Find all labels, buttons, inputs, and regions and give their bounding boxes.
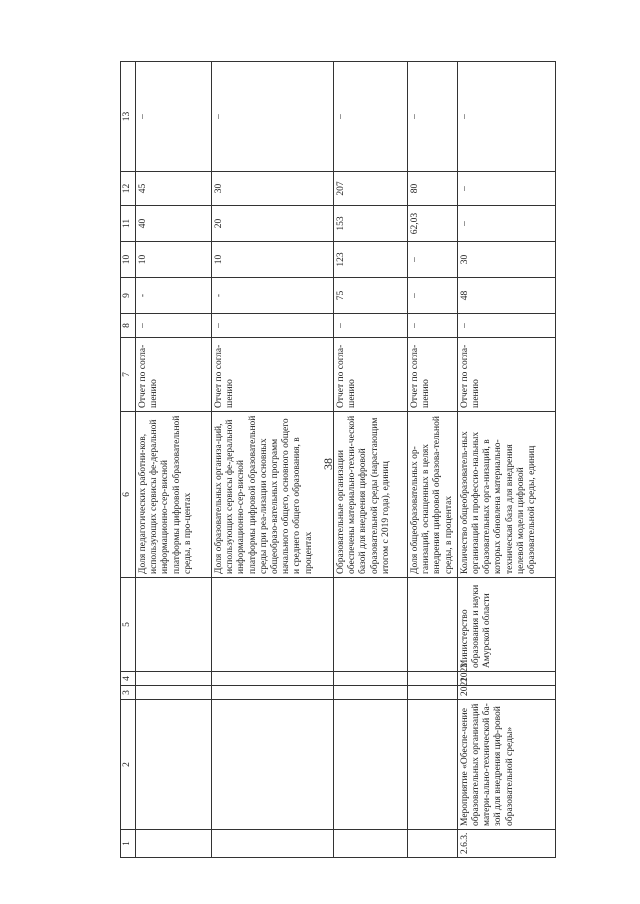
cell-value: 207 xyxy=(334,172,408,206)
cell-event xyxy=(136,700,212,830)
cell-value: 75 xyxy=(334,278,408,314)
cell-start-year xyxy=(212,686,334,700)
cell-value: – xyxy=(457,62,555,172)
cell-source: Отчет по согла-шению xyxy=(457,338,555,412)
cell-value: 20 xyxy=(212,206,334,242)
cell-source: Отчет по согла-шению xyxy=(212,338,334,412)
cell-source: Отчет по согла-шению xyxy=(408,338,458,412)
cell-value: 62,03 xyxy=(408,206,458,242)
cell-value: – xyxy=(212,62,334,172)
col-header: 12 xyxy=(121,172,136,206)
cell-indicator: Доля педагогических работни-ков, использующих сервисы фе-деральной информационно-сер-висной платформы цифровой образовательной среды, в про-центах xyxy=(136,412,212,578)
cell-value: 45 xyxy=(136,172,212,206)
cell-value: – xyxy=(334,62,408,172)
cell-event xyxy=(334,700,408,830)
cell-executor xyxy=(136,578,212,672)
col-header: 2 xyxy=(121,700,136,830)
cell-source: Отчет по согла-шению xyxy=(334,338,408,412)
cell-start-year xyxy=(334,686,408,700)
cell-number xyxy=(212,830,334,858)
cell-value: 10 xyxy=(212,242,334,278)
table-row xyxy=(408,62,458,858)
cell-executor: Министерство образования и науки Амурской области xyxy=(457,578,555,672)
cell-value: 30 xyxy=(212,172,334,206)
cell-value: 40 xyxy=(136,206,212,242)
cell-number xyxy=(408,830,458,858)
cell-end-year xyxy=(334,672,408,686)
cell-value: 153 xyxy=(334,206,408,242)
cell-value: 10 xyxy=(136,242,212,278)
col-header: 11 xyxy=(121,206,136,242)
cell-value: – xyxy=(136,314,212,338)
col-header: 3 xyxy=(121,686,136,700)
col-header: 8 xyxy=(121,314,136,338)
cell-indicator: Доля образовательных организа-ций, использующих сервисы фе-деральной информационно-сер-висной платформы цифровой образовательной среды при реа-лизации основных общеобразо-вательных программ начального общего, основного общего и среднего общего образования, в процентах xyxy=(212,412,334,578)
col-header: 9 xyxy=(121,278,136,314)
cell-value: – xyxy=(136,62,212,172)
cell-event xyxy=(408,700,458,830)
indicators-table xyxy=(120,61,556,858)
table-row xyxy=(212,62,334,858)
cell-end-year xyxy=(212,672,334,686)
cell-indicator: Количество общеобразователь-ных организаций и профессио-нальных образовательных орга-низаций, в которых обновлена материально-техническая база для внедрения целевой модели цифровой образовательной среды, единиц xyxy=(457,412,555,578)
cell-start-year xyxy=(408,686,458,700)
cell-number: 2.6.3. xyxy=(457,830,555,858)
col-header: 13 xyxy=(121,62,136,172)
cell-indicator: Образовательные организации обеспечены материально-техни-ческой базой для внедрения цифровой образовательной среды (нарастающим итогом с 2019 года), единиц xyxy=(334,412,408,578)
cell-indicator: Доля общеобразовательных ор-ганизаций, оснащенных в целях внедрения цифровой образова-тельной среды, в процентах xyxy=(408,412,458,578)
cell-end-year: 2022 xyxy=(457,672,555,686)
col-header: 1 xyxy=(121,830,136,858)
cell-executor xyxy=(212,578,334,672)
cell-number xyxy=(334,830,408,858)
cell-value: – xyxy=(408,242,458,278)
cell-value: – xyxy=(408,278,458,314)
cell-number xyxy=(136,830,212,858)
cell-value: 30 xyxy=(457,242,555,278)
cell-value: – xyxy=(408,62,458,172)
col-header: 4 xyxy=(121,672,136,686)
header-row xyxy=(121,62,136,858)
cell-end-year xyxy=(408,672,458,686)
cell-executor xyxy=(334,578,408,672)
table-row xyxy=(334,62,408,858)
cell-value: – xyxy=(457,314,555,338)
cell-value: – xyxy=(334,314,408,338)
cell-value: 123 xyxy=(334,242,408,278)
cell-value: – xyxy=(457,206,555,242)
col-header: 10 xyxy=(121,242,136,278)
cell-executor xyxy=(408,578,458,672)
cell-value: – xyxy=(408,314,458,338)
cell-source: Отчет по согла-шению xyxy=(136,338,212,412)
cell-value: 48 xyxy=(457,278,555,314)
cell-value: – xyxy=(212,314,334,338)
table-row xyxy=(457,62,555,858)
col-header: 5 xyxy=(121,578,136,672)
cell-value: - xyxy=(212,278,334,314)
cell-value: 80 xyxy=(408,172,458,206)
cell-event xyxy=(212,700,334,830)
cell-end-year xyxy=(136,672,212,686)
cell-start-year: 2021 xyxy=(457,686,555,700)
table-row xyxy=(136,62,212,858)
col-header: 7 xyxy=(121,338,136,412)
cell-value: - xyxy=(136,278,212,314)
page-number: 38 xyxy=(321,458,335,470)
cell-event: Мероприятие «Обеспе-чение образовательных организаций матери-ально-технической ба-зой для внедрения циф-ровой образовательной среды» xyxy=(457,700,555,830)
cell-start-year xyxy=(136,686,212,700)
rotated-table-container xyxy=(120,62,538,858)
cell-value: – xyxy=(457,172,555,206)
col-header: 6 xyxy=(121,412,136,578)
